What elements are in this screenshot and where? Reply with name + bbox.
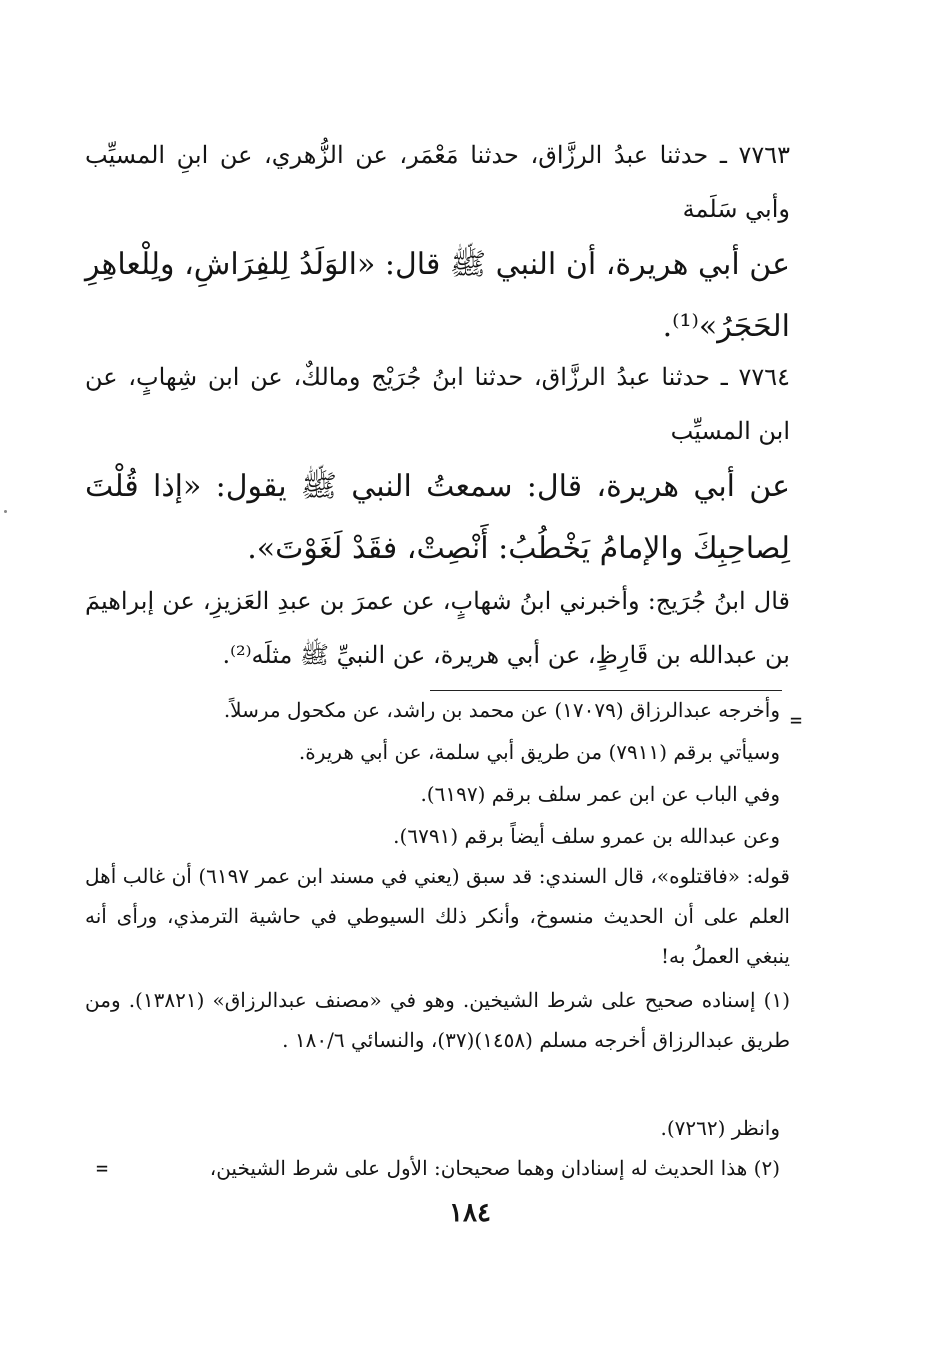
footnote-line: قوله: «فاقتلوه»، قال السندي: قد سبق (يعني في مسند ابن عمر ٦١٩٧) أن غالب أهل العلم على أن الحديث منسوخ، وأنكر ذلك السيوطي في حاشية الترمذي، ورأى أنه ينبغي العملُ به! (85, 864, 790, 968)
hadith-7763-matn: عن أبي هريرة، أن النبي ﷺ قال: «الوَلَدُ لِلفِرَاشِ، ولِلْعاهِرِ الحَجَرُ»⁽¹⁾. (85, 247, 790, 344)
hadith-7764-matn: عن أبي هريرة، قال: سمعتُ النبي ﷺ يقول: «إذا قُلْتَ لِصاحِبِكَ والإمامُ يَخْطُبُ: أَنْصِتْ، فقَدْ لَغَوْتَ». (85, 469, 790, 566)
footnote-line: وأخرجه عبدالرزاق (١٧٠٧٩) عن محمد بن راشد، عن مكحول مرسلاً. (223, 698, 780, 722)
footnote-2: (٢) هذا الحديث له إسنادان وهما صحيحان: الأول على شرط الشيخين، (209, 1156, 780, 1180)
scan-mark (4, 510, 7, 513)
footnote-line: وعن عبدالله بن عمرو سلف أيضاً برقم (٦٧٩١). (393, 824, 780, 848)
footnote-line: وفي الباب عن ابن عمر سلف برقم (٦١٩٧). (420, 782, 780, 806)
footnote-line: وانظر (٧٢٦٢). (660, 1116, 780, 1140)
footnote-continuation-mark-top: = (790, 708, 803, 732)
page-number: ١٨٤ (449, 1198, 491, 1228)
hadith-7764-isnad: ٧٧٦٤ ـ حدثنا عبدُ الرزَّاق، حدثنا ابنُ جُرَيْج ومالكٌ، عن ابن شِهابٍ، عن ابن المسيِّب (85, 363, 790, 445)
hadith-7764-addendum: قال ابنُ جُرَيج: وأخبرني ابنُ شهابٍ، عن عمرَ بن عبدِ العَزيزِ، عن إبراهيمَ بن عبدالله بن قَارِظٍ، عن أبي هريرة، عن النبيِّ ﷺ مثلَه⁽²⁾. (85, 587, 790, 669)
footnote-1: (١) إسناده صحيح على شرط الشيخين. وهو في «مصنف عبدالرزاق» (١٣٨٢١). ومن طريق عبدالرزاق أخرجه مسلم (١٤٥٨)(٣٧)، والنسائي ١٨٠/٦ . (85, 988, 790, 1052)
footnote-continuation-mark-bottom: = (96, 1156, 109, 1180)
footnote-line: وسيأتي برقم (٧٩١١) من طريق أبي سلمة، عن أبي هريرة. (298, 740, 780, 764)
hadith-7763-isnad: ٧٧٦٣ ـ حدثنا عبدُ الرزَّاق، حدثنا مَعْمَر، عن الزُّهري، عن ابنِ المسيِّب وأبي سَلَمة (85, 141, 790, 223)
